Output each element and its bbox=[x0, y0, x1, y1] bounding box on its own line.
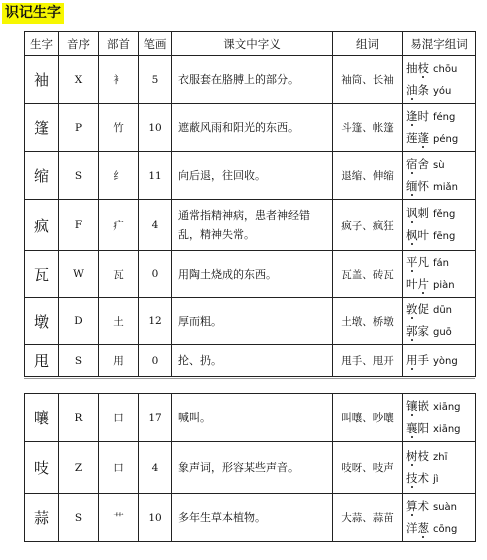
confusable-word bbox=[406, 206, 429, 220]
confusable-words-cell bbox=[403, 298, 476, 345]
character-cell: 甩 bbox=[25, 345, 59, 377]
emphasized-character: 树 bbox=[406, 448, 418, 463]
confusable-word bbox=[406, 399, 429, 413]
word-prefix: 莲 bbox=[406, 130, 418, 145]
word-group-cell: 瓦盖、砖瓦 bbox=[333, 251, 403, 298]
header-row bbox=[25, 32, 476, 56]
confusable-word-item bbox=[406, 418, 475, 440]
meaning-cell: 抡、扔。 bbox=[172, 345, 333, 377]
word-group-cell: 甩手、甩开 bbox=[333, 345, 403, 377]
character-cell: 蒜 bbox=[25, 494, 59, 542]
stroke-count-cell: 0 bbox=[139, 251, 172, 298]
meaning-cell: 多年生草本植物。 bbox=[172, 494, 333, 542]
word-suffix: 家 bbox=[417, 324, 429, 338]
pinyin: fán bbox=[433, 258, 449, 269]
confusable-word bbox=[406, 61, 429, 75]
word-suffix: 枝 bbox=[417, 448, 429, 463]
confusable-word-item bbox=[406, 350, 475, 372]
table-row bbox=[25, 152, 476, 200]
phonetic-order-cell: R bbox=[59, 394, 99, 442]
emphasized-character: 逢 bbox=[406, 108, 418, 123]
phonetic-order-cell: D bbox=[59, 298, 99, 345]
word-suffix: 凡 bbox=[417, 255, 429, 269]
pinyin: suàn bbox=[433, 501, 458, 513]
word-suffix: 阳 bbox=[417, 420, 429, 435]
stroke-count-cell: 17 bbox=[139, 394, 172, 442]
meaning-cell: 遮蔽风雨和阳光的东西。 bbox=[172, 104, 333, 152]
stroke-count-cell: 12 bbox=[139, 298, 172, 345]
column-header: 笔画 bbox=[139, 32, 172, 56]
word-suffix: 手 bbox=[417, 352, 429, 367]
confusable-word-item bbox=[406, 396, 475, 418]
meaning-cell: 通常指精神病，患者神经错乱，精神失常。 bbox=[172, 200, 333, 251]
meaning-cell: 用陶土烧成的东西。 bbox=[172, 251, 333, 298]
meaning-cell: 喊叫。 bbox=[172, 394, 333, 442]
word-suffix: 条 bbox=[417, 82, 429, 97]
confusable-word-item bbox=[406, 58, 475, 80]
word-suffix: 术 bbox=[417, 498, 429, 513]
word-prefix: 洋 bbox=[406, 520, 418, 535]
pinyin: chōu bbox=[433, 63, 458, 75]
confusable-word bbox=[406, 179, 429, 193]
word-prefix: 叶 bbox=[406, 277, 418, 291]
confusable-word bbox=[406, 109, 429, 123]
phonetic-order-cell: X bbox=[59, 56, 99, 104]
emphasized-character: 宿 bbox=[406, 156, 418, 171]
confusable-words-cell bbox=[403, 251, 476, 298]
column-header: 部首 bbox=[99, 32, 139, 56]
phonetic-order-cell: F bbox=[59, 200, 99, 251]
confusable-word-item bbox=[406, 176, 475, 198]
emphasized-character: 算 bbox=[406, 498, 418, 513]
word-suffix: 怀 bbox=[417, 178, 429, 193]
character-cell: 墩 bbox=[25, 298, 59, 345]
pinyin: zhī bbox=[433, 451, 448, 463]
word-suffix: 舍 bbox=[417, 156, 429, 171]
word-group-cell: 大蒜、蒜苗 bbox=[333, 494, 403, 542]
stroke-count-cell: 10 bbox=[139, 494, 172, 542]
confusable-word-item bbox=[406, 128, 475, 150]
confusable-word-item bbox=[406, 274, 475, 296]
emphasized-character: 蓬 bbox=[417, 130, 429, 145]
emphasized-character: 片 bbox=[417, 277, 429, 291]
phonetic-order-cell: S bbox=[59, 152, 99, 200]
stroke-count-cell: 4 bbox=[139, 200, 172, 251]
page-break-line bbox=[24, 378, 475, 379]
confusable-word-item bbox=[406, 518, 475, 540]
confusable-word-item bbox=[406, 468, 475, 490]
emphasized-character: 油 bbox=[406, 82, 418, 97]
word-group-cell: 斗篷、帐篷 bbox=[333, 104, 403, 152]
column-header: 生字 bbox=[25, 32, 59, 56]
column-header: 组词 bbox=[333, 32, 403, 56]
pinyin: sù bbox=[433, 159, 445, 171]
word-suffix: 时 bbox=[417, 108, 429, 123]
confusable-word-item bbox=[406, 321, 475, 343]
radical-cell: 纟 bbox=[99, 152, 139, 200]
radical-cell: 衤 bbox=[99, 56, 139, 104]
confusable-word bbox=[406, 255, 429, 269]
phonetic-order-cell: S bbox=[59, 345, 99, 377]
emphasized-character: 平 bbox=[406, 255, 418, 269]
confusable-word bbox=[406, 228, 429, 242]
confusable-words-cell bbox=[403, 152, 476, 200]
emphasized-character: 郭 bbox=[406, 324, 418, 338]
confusable-words-cell bbox=[403, 442, 476, 494]
pinyin: piàn bbox=[433, 280, 455, 291]
radical-cell: 竹 bbox=[99, 104, 139, 152]
word-suffix: 刺 bbox=[417, 206, 429, 220]
character-cell: 疯 bbox=[25, 200, 59, 251]
radical-cell: 疒 bbox=[99, 200, 139, 251]
character-cell: 袖 bbox=[25, 56, 59, 104]
pinyin: féng bbox=[433, 111, 456, 123]
radical-cell: 口 bbox=[99, 394, 139, 442]
confusable-words-cell bbox=[403, 104, 476, 152]
meaning-cell: 衣服套在胳膊上的部分。 bbox=[172, 56, 333, 104]
character-cell: 篷 bbox=[25, 104, 59, 152]
confusable-words-cell bbox=[403, 56, 476, 104]
confusable-word-item bbox=[406, 496, 475, 518]
confusable-words-cell bbox=[403, 394, 476, 442]
character-cell: 瓦 bbox=[25, 251, 59, 298]
stroke-count-cell: 4 bbox=[139, 442, 172, 494]
column-header: 课文中字义 bbox=[172, 32, 333, 56]
word-prefix: 抽 bbox=[406, 60, 418, 75]
character-table-2 bbox=[24, 393, 476, 542]
confusable-word bbox=[406, 157, 429, 171]
phonetic-order-cell: Z bbox=[59, 442, 99, 494]
confusable-word bbox=[406, 421, 429, 435]
confusable-word bbox=[406, 353, 429, 367]
confusable-words-cell bbox=[403, 200, 476, 251]
word-group-cell: 袖筒、长袖 bbox=[333, 56, 403, 104]
stroke-count-cell: 5 bbox=[139, 56, 172, 104]
confusable-word bbox=[406, 471, 429, 485]
column-header: 易混字组词 bbox=[403, 32, 476, 56]
meaning-cell: 厚而粗。 bbox=[172, 298, 333, 345]
emphasized-character: 用 bbox=[406, 352, 418, 367]
confusable-word bbox=[406, 324, 429, 338]
pinyin: péng bbox=[433, 133, 459, 145]
pinyin: yòng bbox=[433, 355, 458, 367]
confusable-word-item bbox=[406, 225, 475, 247]
pinyin: xiāng bbox=[433, 401, 461, 413]
confusable-words-cell bbox=[403, 345, 476, 377]
confusable-word-item bbox=[406, 299, 475, 321]
emphasized-character: 襄 bbox=[406, 420, 418, 435]
confusable-word-item bbox=[406, 80, 475, 102]
meaning-cell: 向后退，往回收。 bbox=[172, 152, 333, 200]
table-row bbox=[25, 104, 476, 152]
stroke-count-cell: 10 bbox=[139, 104, 172, 152]
phonetic-order-cell: W bbox=[59, 251, 99, 298]
table-row bbox=[25, 442, 476, 494]
word-group-cell: 土墩、桥墩 bbox=[333, 298, 403, 345]
table-row bbox=[25, 251, 476, 298]
pinyin: cōng bbox=[433, 523, 458, 535]
word-suffix: 术 bbox=[417, 470, 429, 485]
pinyin: miǎn bbox=[433, 181, 458, 193]
radical-cell: 口 bbox=[99, 442, 139, 494]
pinyin: xiāng bbox=[433, 423, 461, 435]
emphasized-character: 缅 bbox=[406, 178, 418, 193]
confusable-word-item bbox=[406, 154, 475, 176]
pinyin: dūn bbox=[433, 305, 453, 316]
table-row bbox=[25, 394, 476, 442]
phonetic-order-cell: P bbox=[59, 104, 99, 152]
radical-cell: 艹 bbox=[99, 494, 139, 542]
table-row bbox=[25, 494, 476, 542]
table-row bbox=[25, 200, 476, 251]
meaning-cell: 象声词，形容某些声音。 bbox=[172, 442, 333, 494]
character-table-1 bbox=[24, 31, 476, 377]
table-row bbox=[25, 345, 476, 377]
confusable-word bbox=[406, 302, 429, 316]
confusable-word bbox=[406, 83, 429, 97]
emphasized-character: 镶 bbox=[406, 398, 418, 413]
emphasized-character: 敦 bbox=[406, 302, 418, 316]
confusable-word-item bbox=[406, 106, 475, 128]
pinyin: guō bbox=[433, 327, 452, 338]
confusable-word bbox=[406, 499, 429, 513]
stroke-count-cell: 0 bbox=[139, 345, 172, 377]
column-header: 音序 bbox=[59, 32, 99, 56]
character-cell: 吱 bbox=[25, 442, 59, 494]
confusable-word bbox=[406, 131, 429, 145]
character-cell: 缩 bbox=[25, 152, 59, 200]
word-suffix: 嵌 bbox=[417, 398, 429, 413]
emphasized-character: 葱 bbox=[417, 520, 429, 535]
phonetic-order-cell: S bbox=[59, 494, 99, 542]
pinyin: yóu bbox=[433, 85, 452, 97]
word-suffix: 叶 bbox=[417, 228, 429, 242]
word-group-cell: 吱呀、吱声 bbox=[333, 442, 403, 494]
pinyin: fěng bbox=[433, 209, 456, 220]
table-row bbox=[25, 298, 476, 345]
character-cell: 嚷 bbox=[25, 394, 59, 442]
confusable-word-item bbox=[406, 252, 475, 274]
confusable-word bbox=[406, 277, 429, 291]
word-group-cell: 退缩、伸缩 bbox=[333, 152, 403, 200]
confusable-word-item bbox=[406, 446, 475, 468]
emphasized-character: 枫 bbox=[406, 228, 418, 242]
pinyin: jì bbox=[433, 473, 439, 485]
word-suffix: 促 bbox=[417, 302, 429, 316]
confusable-word bbox=[406, 449, 429, 463]
pinyin: fēng bbox=[433, 231, 456, 242]
word-group-cell: 疯子、疯狂 bbox=[333, 200, 403, 251]
emphasized-character: 枝 bbox=[417, 60, 429, 75]
confusable-word bbox=[406, 521, 429, 535]
emphasized-character: 技 bbox=[406, 470, 418, 485]
section-title: 识记生字 bbox=[2, 3, 64, 24]
radical-cell: 用 bbox=[99, 345, 139, 377]
emphasized-character: 讽 bbox=[406, 206, 418, 220]
radical-cell: 瓦 bbox=[99, 251, 139, 298]
stroke-count-cell: 11 bbox=[139, 152, 172, 200]
confusable-word-item bbox=[406, 203, 475, 225]
word-group-cell: 叫嚷、吵嚷 bbox=[333, 394, 403, 442]
confusable-words-cell bbox=[403, 494, 476, 542]
table-row bbox=[25, 56, 476, 104]
radical-cell: 土 bbox=[99, 298, 139, 345]
